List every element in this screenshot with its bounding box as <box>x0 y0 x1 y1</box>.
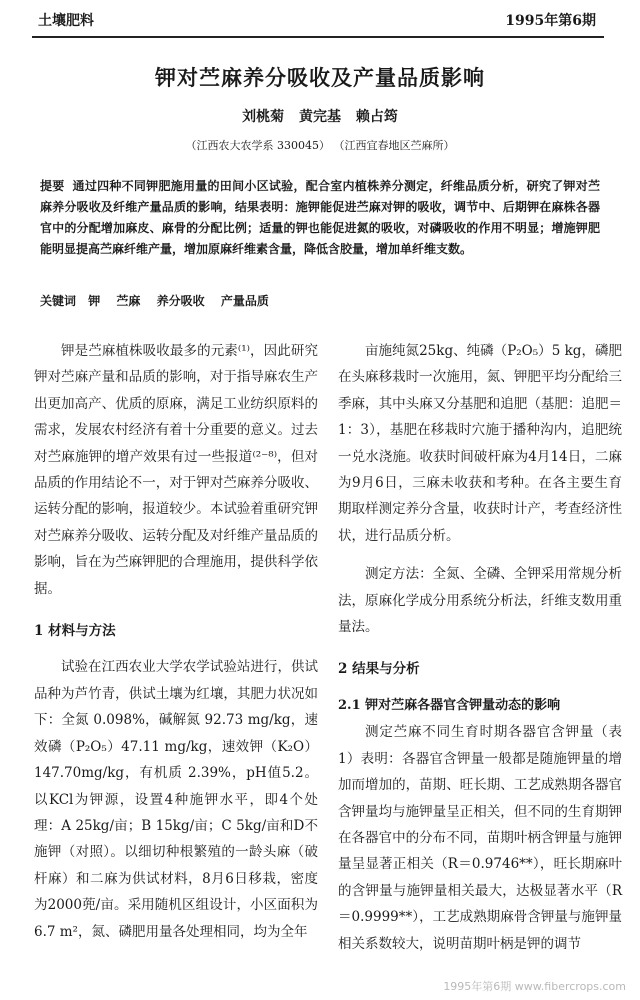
keywords <box>40 292 600 309</box>
keyword: 苎麻 <box>116 294 141 308</box>
issue-label: 1995年第6期 <box>505 13 596 29</box>
intro-paragraph: 钾是苎麻植株吸收最多的元素⁽¹⁾，因此研究钾对苎麻产量和品质的影响，对于指导麻农生产出更加高产、优质的原麻，满足工业纺织原料的需求，发展农村经济有着十分重要的意义。过去对苎麻施钾的增产效果有过一些报道⁽²⁻⁸⁾，但对品质的作用结论不一，对于钾对苎麻养分吸收、运转分配的影响，报道较少。本试验着重研究钾对苎麻养分吸收、运转分配及对纤维产量品质的影响，旨在为苎麻钾肥的合理施用，提供科学依据。 <box>34 343 318 597</box>
subsection-heading: 2.1 钾对苎麻各器官含钾量动态的影响 <box>338 697 561 713</box>
section-heading-results: 2 结果与分析 <box>338 661 420 678</box>
results-paragraph: 测定苎麻不同生育时期各器官含钾量（表1）表明：各器官含钾量一般都是随施钾量的增加而增加的，苗期、旺长期、工艺成熟期各器官含钾量均与施钾量呈正相关，但不同的生育期钾在各器官中的分布不同，苗期叶柄含钾量与施钾量呈显著正相关（R＝0.9746**），旺长期麻叶的含钾量与施钾量相关最大，达极显著水平（R＝0.9999**），工艺成熟期麻骨含钾量与施钾量相关系数较大，说明苗期叶柄是钾的调节 <box>338 724 622 952</box>
abstract-text: 通过四种不同钾肥施用量的田间小区试验，配合室内植株养分测定，纤维品质分析，研究了钾对苎麻养分吸收及纤维产量品质的影响，结果表明：施钾能促进苎麻对钾的吸收，调节中、后期钾在麻株各器官中的分配增加麻皮、麻骨的分配比例；适量的钾也能促进氮的吸收，对磷吸收的作用不明显；增施钾肥能明显提高苎麻纤维产量，增加原麻纤维素含量，降低含胶量，增加单纤维支数。 <box>40 179 600 256</box>
methods-paragraph: 试验在江西农业大学农学试验站进行，供试品种为芦竹青，供试土壤为红壤，其肥力状况如下：全氮 0.098%，碱解氮 92.73 mg/kg，速效磷（P₂O₅）47.11 mg/kg，速效钾（K₂O）147.70mg/kg，有机质 2.39%，pH值5.2。以KCl为钾源，设置4种施钾水平，即4个处理：A 25kg/亩；B 15kg/亩；C 5kg/亩和D不施钾（对照）。以细切种根繁殖的一龄头麻（破杆麻）和二麻为供试材料，8月6日移栽，密度为2000蔸/亩。采用随机区组设计，小区面积为6.7 m²，氮、磷肥用量各处理相同，均为全年 <box>34 659 318 940</box>
keyword: 钾 <box>88 294 101 308</box>
affiliation: （江西农大农学系 330045） （江西宜春地区苎麻所） <box>185 139 455 152</box>
keyword: 产量品质 <box>220 294 269 308</box>
right-column <box>338 338 622 957</box>
section-heading-methods: 1 材料与方法 <box>34 623 116 640</box>
left-column <box>34 338 318 945</box>
journal-name: 土壤肥料 <box>38 13 94 29</box>
keyword: 养分吸收 <box>156 294 205 308</box>
header-rule <box>32 36 604 38</box>
abstract-label: 提要 <box>40 179 65 193</box>
methods-continued-paragraph: 亩施纯氮25kg、纯磷（P₂O₅）5 kg，磷肥在头麻移栽时一次施用，氮、钾肥平均分配给三季麻，其中头麻又分基肥和追肥（基肥：追肥＝1：3），基肥在移栽时穴施于播种沟内，追肥统一兑水浇施。收获时间破杆麻为4月14日，二麻为9月6日，三麻未收获和考种。在各主要生育期取样测定养分含量，收获时计产，考查经济性状，进行品质分析。 <box>338 343 622 544</box>
abstract <box>40 176 600 260</box>
measurement-paragraph: 测定方法：全氮、全磷、全钾采用常规分析法，原麻化学成分用系统分析法，纤维支数用重量法。 <box>338 566 622 636</box>
author-list: 刘桃菊 黄完基 赖占筠 <box>242 109 398 125</box>
keywords-label: 关键词 <box>40 294 77 308</box>
article-title: 钾对苎麻养分吸收及产量品质影响 <box>155 65 485 90</box>
site-watermark: 1995年第6期 www.fibercrops.com <box>443 980 626 993</box>
